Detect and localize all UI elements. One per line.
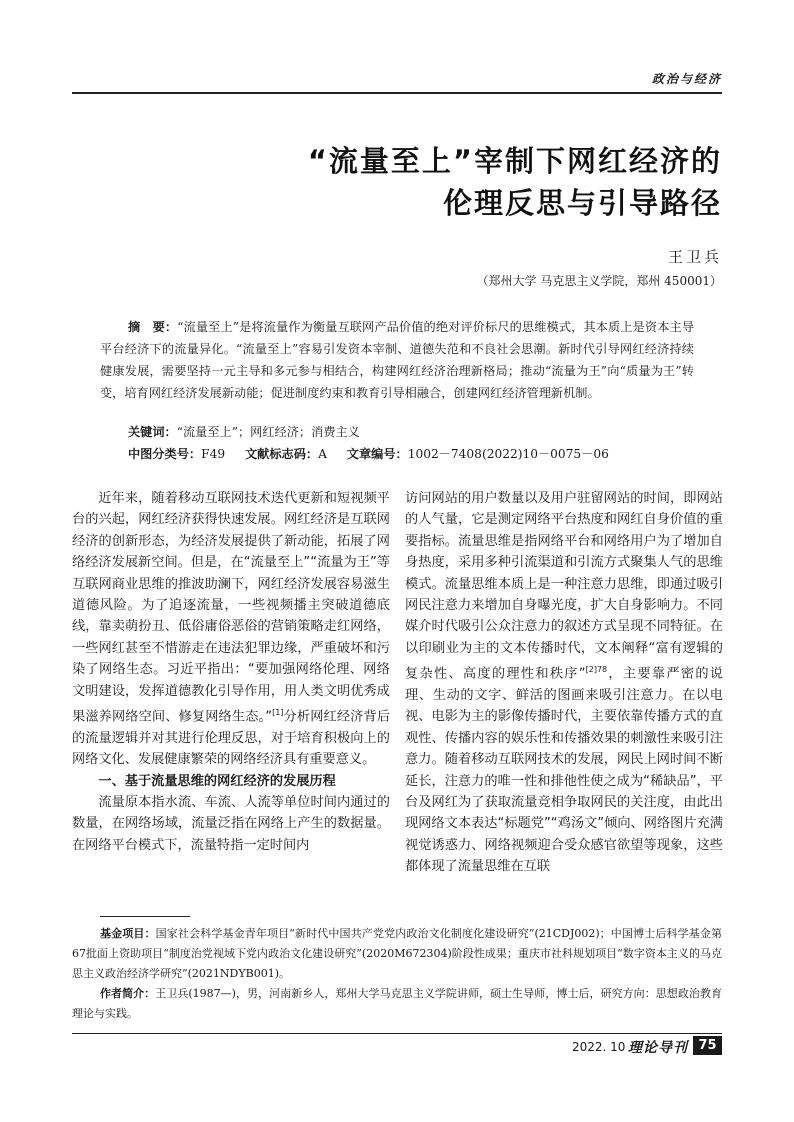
keywords-label: 关键词： — [128, 425, 177, 439]
footer-rule — [72, 1033, 722, 1034]
clc-label: 中图分类号： — [128, 447, 202, 461]
clc-value: F49 — [201, 447, 226, 461]
doc-code-value: A — [318, 447, 327, 461]
funding-text: 国家社会科学基金青年项目“新时代中国共产党党内政治文化制度化建设研究”(21CDJ002)；中国博士后科学基金第67批面上资助项目“制度治党视域下党内政治文化建设研究”(2020M672304)阶段性成果；重庆市社科规划项目“数字资本主义的马克思主义政治经济学研究”(2021NDYB001)。 — [72, 927, 723, 980]
funding-note — [72, 924, 722, 984]
footnotes — [72, 924, 722, 1024]
paragraph — [72, 488, 390, 771]
journal-name: 理论导刊 — [628, 1040, 688, 1056]
keywords-text: “流量至上”；网红经济；消费主义 — [176, 425, 360, 439]
footnote-rule — [100, 916, 190, 917]
author-affiliation: （郑州大学 马克思主义学院，郑州 450001） — [476, 274, 722, 288]
section-heading: 一、基于流量思维的网红经济的发展历程 — [98, 773, 336, 789]
title-line-2: 伦理反思与引导路径 — [442, 186, 722, 220]
doc-code-label: 文献标志码： — [244, 447, 319, 461]
article-no-value: 1002－7408(2022)10－0075－06 — [407, 447, 609, 461]
article-no-label: 文章编号： — [346, 447, 408, 461]
citation: [2]78 — [585, 665, 608, 675]
article-title — [308, 140, 722, 224]
body-column-right — [405, 488, 723, 878]
abstract-label: 摘 要： — [128, 320, 178, 334]
title-line-1: “流量至上”宰制下网红经济的 — [307, 144, 722, 178]
paragraph-text: 访问网站的用户数量以及用户驻留网站的时间，即网站的人气量，它是测定网络平台热度和网红自身价值的重要指标。流量思维是指网络平台和网络用户为了增加自身热度，采用多种引流渠道和引流方式聚集人气的思维模式。流量思维本质上是一种注意力思维，即通过吸引网民注意力来增加自身曝光度，扩大自身影响力。不同媒介时代吸引公众注意力的叙述方式呈现不同特征。在以印刷业为主的文本传播时代，文本阐释“富有逻辑的复杂性、高度的理性和秩序” — [405, 491, 723, 682]
header-rule — [72, 92, 722, 94]
body-column-left — [72, 488, 390, 856]
keywords — [128, 423, 360, 440]
section-label: 政治与经济 — [651, 72, 722, 86]
paragraph-text: 近年来，随着移动互联网技术迭代更新和短视频平台的兴起，网红经济获得快速发展。网红经济是互联网经济的创新形态，为经济发展提供了新动能，拓展了网络经济发展新空间。但是，在“流量至上”“流量为王”等互联网商业思维的推波助澜下，网红经济发展容易滋生道德风险。为了追逐流量，一些视频播主突破道德底线，靠卖萌扮丑、低俗庸俗恶俗的营销策略走红网络，一些网红甚至不惜游走在违法犯罪边缘，严重破坏和污染了网络生态。习近平指出：“要加强网络伦理、网络文明建设，发挥道德教化引导作用，用人类文明优秀成果滋养网络空间、修复网络生态。” — [72, 491, 390, 725]
abstract — [100, 316, 694, 404]
funding-label: 基金项目： — [100, 927, 156, 940]
paragraph: 流量原本指水流、车流、人流等单位时间内通过的数量，在网络场域，流量泛指在网络上产生的数据量。在网络平台模式下，流量特指一定时间内 — [72, 795, 390, 853]
paragraph — [405, 488, 723, 878]
paragraph-text: 分析网红经济背后的流量逻辑并对其进行伦理反思，对于培育积极向上的网络文化、发展健康繁荣的网络经济具有重要意义。 — [72, 709, 391, 768]
author-name: 王卫兵 — [667, 248, 722, 266]
page-number: 75 — [693, 1036, 722, 1055]
author-bio — [72, 984, 722, 1024]
author-bio-label: 作者简介： — [100, 987, 156, 1000]
citation: [1] — [272, 708, 284, 718]
classification-line — [128, 445, 625, 462]
issue-date: 2022. 10 — [572, 1040, 626, 1054]
paragraph-text: ，主要靠严密的说理、生动的文字、鲜活的图画来吸引注意力。在以电视、电影为主的影像传播时代，主要依靠传播方式的直观性、传播内容的娱乐性和传播效果的刺激性来吸引注意力。随着移动互联网技术的发展，网民上网时间不断延长，注意力的唯一性和排他性使之成为“稀缺品”，平台及网红为了获取流量竞相争取网民的关注度，由此出现网络文本表达“标题党”“鸡汤文”倾向、网络图片充满视觉诱惑力、网络视频迎合受众感官欲望等现象，这些都体现了流量思维在互联 — [405, 666, 723, 875]
abstract-text: “流量至上”是将流量作为衡量互联网产品价值的绝对评价标尺的思维模式，其本质上是资本主导平台经济下的流量异化。“流量至上”容易引发资本宰制、道德失范和不良社会思潮。新时代引导网红经济持续健康发展，需要坚持一元主导和多元参与相结合，构建网红经济治理新格局；推动“流量为王”向“质量为王”转变，培育网红经济发展新动能；促进制度约束和教育引导相融合，创建网红经济管理新机制。 — [100, 320, 695, 400]
author-bio-text: 王卫兵(1987—)，男，河南新乡人，郑州大学马克思主义学院讲师，硕士生导师，博士后，研究方向：思想政治教育理论与实践。 — [72, 987, 722, 1020]
